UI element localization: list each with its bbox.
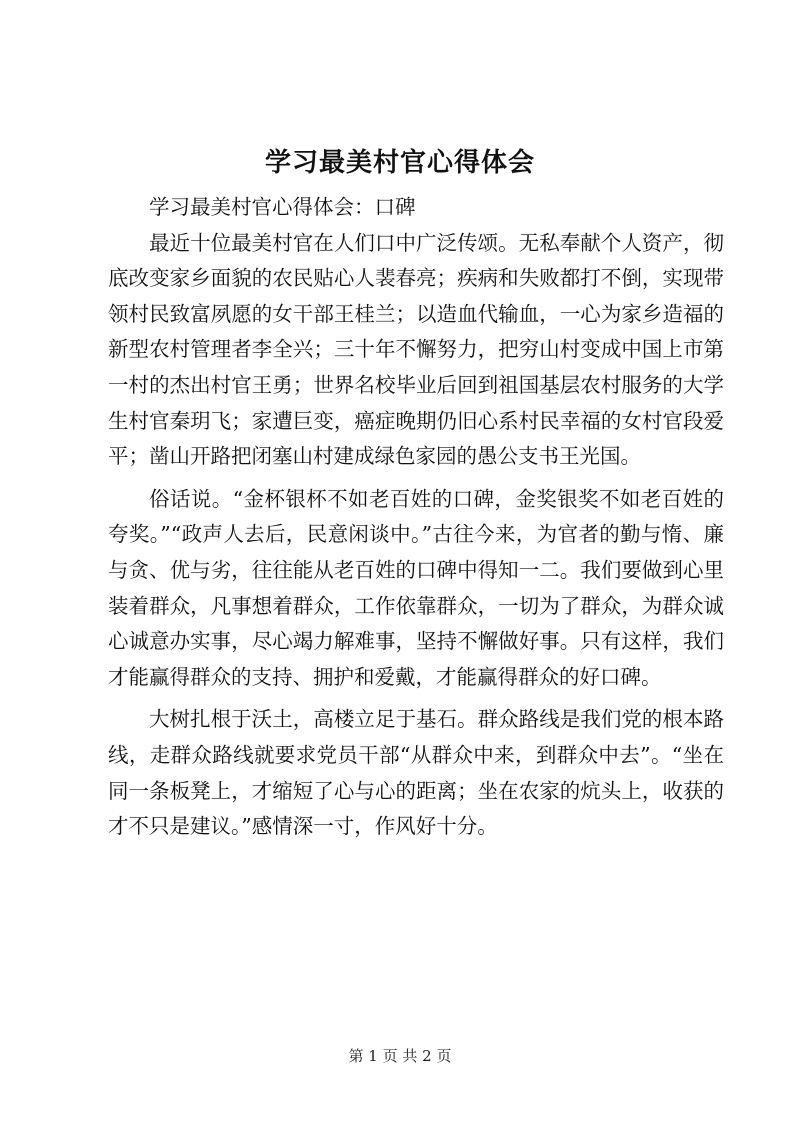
document-title: 学习最美村官心得体会 [264, 148, 535, 178]
subtitle-paragraph: 学习最美村官心得体会：口碑 [149, 195, 416, 219]
body-paragraph-2: 俗话说。“金杯银杯不如老百姓的口碑，金奖银奖不如老百姓的夸奖。”“政声人去后，民意闲谈中。”古往今来，为官者的勤与惰、廉与贪、优与劣，往往能从老百姓的口碑中得知一二。我们要做到心里装着群众，凡事想着群众，工作依靠群众，一切为了群众，为群众诚心诚意办实事，尽心竭力解难事，坚持不懈做好事。只有这样，我们才能赢得群众的支持、拥护和爱戴，才能赢得群众的好口碑。 [108, 486, 724, 689]
body-paragraph-3: 大树扎根于沃土，高楼立足于基石。群众路线是我们党的根本路线，走群众路线就要求党员干部“从群众中来，到群众中去”。“坐在同一条板凳上，才缩短了心与心的距离；坐在农家的炕头上，收获的才不只是建议。”感情深一寸，作风好十分。 [108, 707, 724, 839]
body-paragraph-1: 最近十位最美村官在人们口中广泛传颂。无私奉献个人资产，彻底改变家乡面貌的农民贴心人裴春亮；疾病和失败都打不倒，实现带领村民致富夙愿的女干部王桂兰；以造血代输血，一心为家乡造福的新型农村管理者李全兴；三十年不懈努力，把穷山村变成中国上市第一村的杰出村官王勇；世界名校毕业后回到祖国基层农村服务的大学生村官秦玥飞；家遭巨变，癌症晚期仍旧心系村民幸福的女村官段爱平；凿山开路把闭塞山村建成绿色家园的愚公支书王光国。 [108, 230, 724, 469]
document-body [108, 190, 724, 845]
page-number-footer: 第 1 页 共 2 页 [348, 1047, 452, 1065]
